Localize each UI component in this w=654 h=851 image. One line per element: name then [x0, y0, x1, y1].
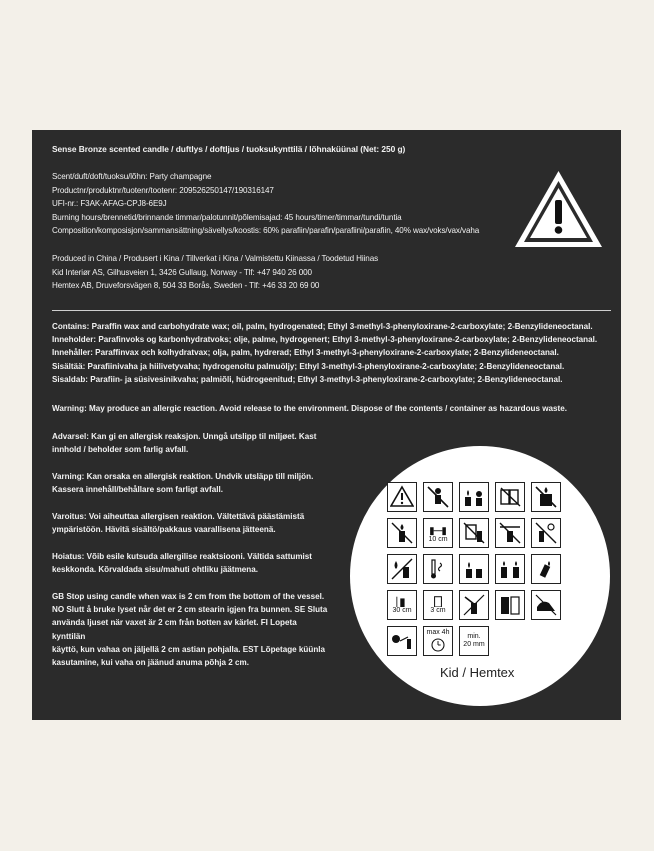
no-heat-exposure-icon — [423, 554, 453, 584]
stop-line: GB Stop using candle when wax is 2 cm from the bottom of the vessel. — [52, 592, 325, 601]
min-wax-icon — [459, 626, 489, 656]
pictogram-label: 30 cm — [392, 607, 412, 614]
no-draft-icon — [387, 518, 417, 548]
contains-line: Contains: Paraffin wax and carbohydrate wax; oil, palm, hydrogenated; Ethyl 3-methyl-3-phenyloxirane-2-carboxylate; 2-Benzylideneoctanal. — [52, 322, 593, 331]
no-children-icon — [423, 482, 453, 512]
warning-se-line: Varning: Kan orsaka en allergisk reaktion. Undvik utsläpp till miljön. — [52, 472, 314, 481]
candle-label — [32, 130, 621, 720]
no-blowing-icon — [387, 626, 417, 656]
no-heat-source-icon — [531, 518, 561, 548]
stop-line: käyttö, kun vahaa on jäljellä 2 cm astian pohjalla. EST Lõpetage küünla — [52, 644, 326, 654]
contains-line: Inneholder: Parafinvoks og karbonhydratvoks; olje, palme, hydrogenert; Ethyl 3-methyl-3-phenyloxirane-2-carboxylate; 2-Benzylideneoctanal. — [52, 335, 598, 345]
pictogram-grid — [387, 482, 597, 662]
contains-line: Innehåller: Paraffinvax och kolhydratvax; olja, palm, hydrerad; Ethyl 3-methyl-3-phenyloxirane-2-carboxylate; 2-Benzylideneoctanal. — [52, 348, 559, 358]
no-sharp-object-icon — [459, 590, 489, 620]
info-line-burning-hours: Burning hours/brennetid/brinnande timmar/palotunnit/põlemisajad: 45 hours/timer/timmar/tundi/tuntia — [52, 212, 402, 222]
trim-wick-icon — [459, 554, 489, 584]
product-title: Sense Bronze scented candle / duftlys / doftljus / tuoksukynttilä / lõhnaküünal (Net: 250 g) — [52, 144, 406, 154]
warning-se-line: Kassera innehåll/behållare som farligt avfall. — [52, 485, 223, 495]
warning-fi-line: ympäristöön. Hävitä sisältö/pakkaus vaarallisena jätteenä. — [52, 525, 276, 535]
contains-line: Sisältää: Parafiinivaha ja hiilivetyvaha; hydrogenoitu palmuöljy; Ethyl 3-methyl-3-phenyloxirane-2-carboxylate; 2-Benzylideneoctanal. — [52, 361, 565, 371]
info-line-productnr: Productnr/produktnr/tuotenr/tootenr: 209526250147/190316147 — [52, 185, 274, 195]
stop-using-section — [52, 590, 332, 669]
no-tilt-icon — [531, 554, 561, 584]
pictogram-label: 3 cm — [430, 607, 446, 614]
distance-3cm-icon — [423, 590, 453, 620]
pictogram-label: min. — [467, 633, 481, 640]
distance-10cm-icon — [423, 518, 453, 548]
warning-ee — [52, 550, 332, 576]
info-line-composition: Composition/komposisjon/sammansättning/sävellys/koostis: 60% parafiin/parafin/parafiini/parafiin, 40% wax/voks/vax/vaha — [52, 226, 480, 235]
warning-fi — [52, 510, 332, 536]
pet-candle-icon — [459, 482, 489, 512]
no-container-icon — [531, 482, 561, 512]
warning-fi-line: Varoitus: Voi aiheuttaa allergisen reaktion. Vältettävä päästämistä — [52, 512, 305, 521]
max-burn-time-icon — [423, 626, 453, 656]
warning-en: Warning: May produce an allergic reaction. Avoid release to the environment. Dispose of the contents / container as hazardous waste. — [52, 404, 567, 413]
contains-line: Sisaldab: Parafiin- ja süsivesinikvaha; palmiõli, hüdrogeenitud; Ethyl 3-methyl-3-phenyloxirane-2-carboxylate; 2-Benzylideneoctanal. — [52, 374, 563, 384]
warning-no — [52, 430, 332, 456]
distance-30cm-icon — [387, 590, 417, 620]
warning-no-line: Advarsel: Kan gi en allergisk reaksjon. Unngå utslipp til miljøet. Kast — [52, 432, 317, 441]
info-line-ufi: UFI-nr.: F3AK-AFAG-CPJ8-6E9J — [52, 199, 167, 208]
no-shelf-icon — [495, 518, 525, 548]
pictogram-label: max 4h — [426, 629, 450, 636]
origin-line: Produced in China / Produsert i Kina / Tillverkat i Kina / Valmistettu Kiinassa / Toodetud Hiinas — [52, 254, 379, 263]
stop-line: kasutamine, kui vaha on jäänud anuma põhja 2 cm. — [52, 658, 250, 668]
stop-line: NO Slutt å bruke lyset når det er 2 cm stearin igjen fra bunnen. SE Sluta — [52, 605, 328, 615]
origin-line: Kid Interiør AS, Gilhusveien 1, 3426 Gullaug, Norway - Tlf: +47 940 26 000 — [52, 267, 312, 277]
surface-icon — [495, 590, 525, 620]
no-cloth-icon — [531, 590, 561, 620]
info-line-scent: Scent/duft/doft/tuoksu/lõhn: Party champagne — [52, 172, 212, 181]
origin-line: Hemtex AB, Druveforsvägen 8, 504 33 Borås, Sweden - Tlf: +46 33 20 69 00 — [52, 281, 320, 290]
warning-se — [52, 470, 332, 496]
candles-apart-icon — [495, 554, 525, 584]
origin-info — [52, 252, 603, 293]
no-paper-icon — [459, 518, 489, 548]
brand-name: Kid / Hemtex — [440, 665, 515, 680]
pictogram-label: 20 mm — [463, 641, 485, 648]
stop-line: använda ljuset när vaxet är 2 cm från botten av kärlet. FI Lopeta kynttilän — [52, 618, 297, 641]
pictogram-label: 10 cm — [428, 536, 448, 543]
no-books-near-icon — [495, 482, 525, 512]
warning-pictogram-icon — [387, 482, 417, 512]
warning-ee-line: Hoiatus: Võib esile kutsuda allergilise reaktsiooni. Vältida sattumist — [52, 552, 312, 561]
no-water-extinguish-icon — [387, 554, 417, 584]
warning-triangle-icon — [512, 168, 605, 250]
warning-no-line: innhold / beholder som farlig avfall. — [52, 445, 189, 455]
warning-ee-line: keskkonda. Kõrvaldada sisu/mahuti ohtliku jäätmena. — [52, 565, 259, 575]
contains-section — [52, 320, 603, 386]
divider — [52, 310, 611, 311]
